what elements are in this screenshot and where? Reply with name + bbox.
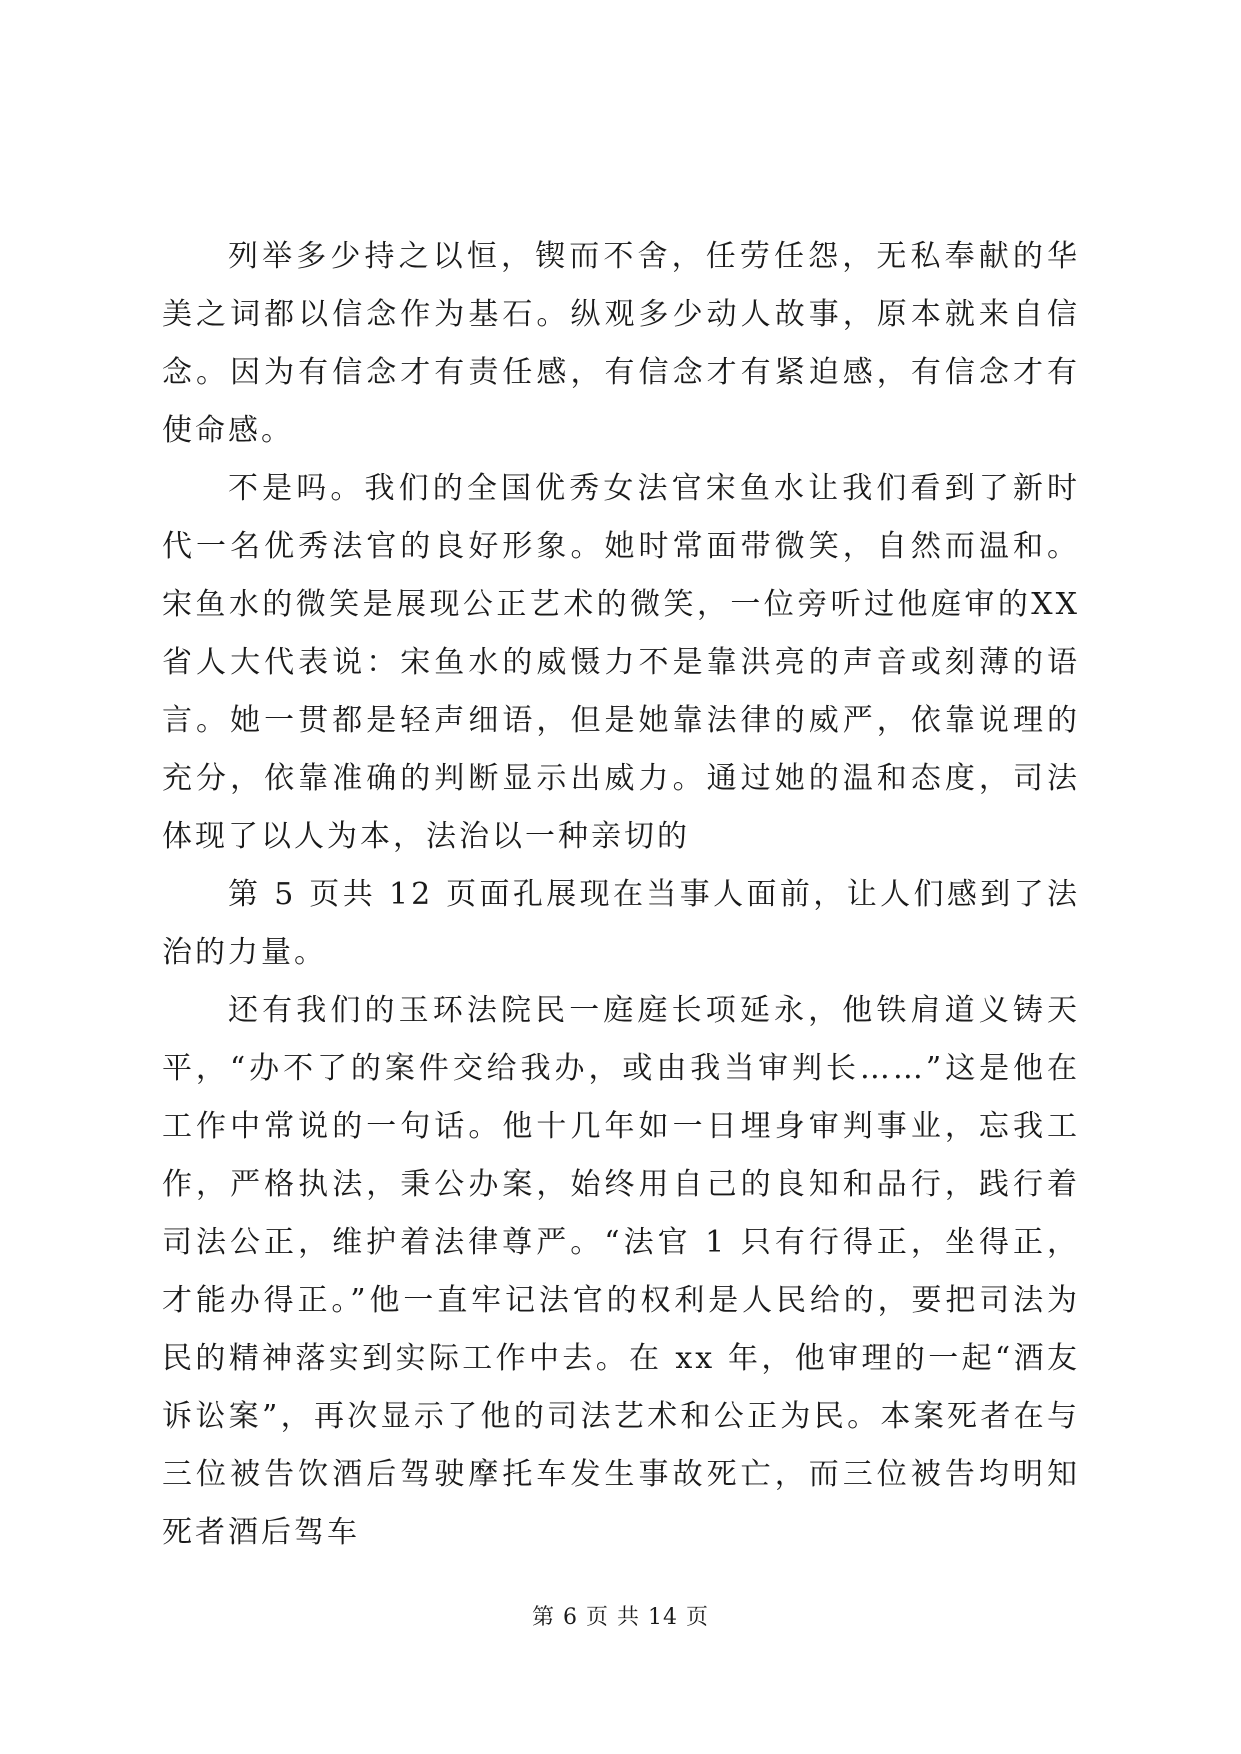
paragraph-4: 还有我们的玉环法院民一庭庭长项延永，他铁肩道义铸天平，“办不了的案件交给我办，或由我当审判长……”这是他在工作中常说的一句话。他十几年如一日埋身审判事业，忘我工作，严格执法，秉公办案，始终用自己的良知和品行，践行着司法公正，维护着法律尊严。“法官 1 只有行得正，坐得正，才能办得正。”他一直牢记法官的权利是人民给的，要把司法为民的精神落实到实际工作中去。在 xx 年，他审理的一起“酒友诉讼案”，再次显示了他的司法艺术和公正为民。本案死者在与三位被告饮酒后驾驶摩托车发生事故死亡，而三位被告均明知死者酒后驾车 xyxy=(162,993,1080,1550)
document-body xyxy=(162,228,1080,1562)
paragraph-2: 不是吗。我们的全国优秀女法官宋鱼水让我们看到了新时代一名优秀法官的良好形象。她时常面带微笑，自然而温和。宋鱼水的微笑是展现公正艺术的微笑，一位旁听过他庭审的XX省人大代表说：宋鱼水的威慑力不是靠洪亮的声音或刻薄的语言。她一贯都是轻声细语，但是她靠法律的威严，依靠说理的充分，依靠准确的判断显示出威力。通过她的温和态度，司法体现了以人为本，法治以一种亲切的 xyxy=(162,471,1080,854)
page-number-footer: 第 6 页 共 14 页 xyxy=(532,1605,709,1630)
paragraph-3: 第 5 页共 12 页面孔展现在当事人面前，让人们感到了法治的力量。 xyxy=(162,877,1080,970)
paragraph-1: 列举多少持之以恒，锲而不舍，任劳任怨，无私奉献的华美之词都以信念作为基石。纵观多少动人故事，原本就来自信念。因为有信念才有责任感，有信念才有紧迫感，有信念才有使命感。 xyxy=(162,239,1080,448)
